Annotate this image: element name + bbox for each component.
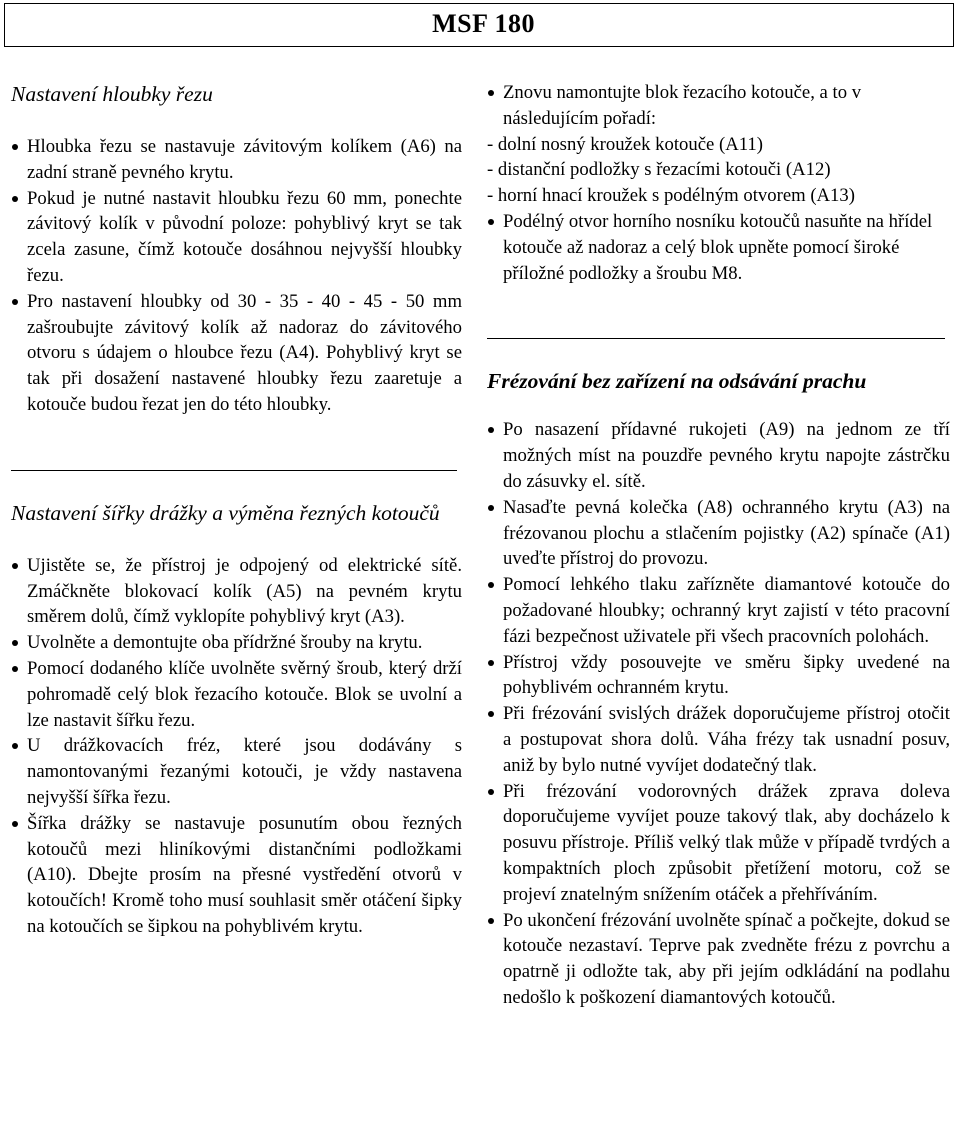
list-item: Po ukončení frézování uvolněte spínač a počkejte, dokud se kotouče nezastaví. Teprve pak zvedněte frézu z povrchu a opatrně ji odložte tak, aby při jejím odkládání na podlahu nedošlo k poškození diamantových kotoučů. — [487, 908, 950, 1011]
list-item: Hloubka řezu se nastavuje závitovým kolíkem (A6) na zadní straně pevného krytu. — [11, 134, 462, 186]
dash-item: - horní hnací kroužek s podélným otvorem (A13) — [487, 185, 855, 207]
width-list — [11, 553, 462, 940]
section-title-milling: Frézování bez zařízení na odsávání prachu — [487, 369, 867, 394]
dash-item: - dolní nosný kroužek kotouče (A11) — [487, 133, 763, 155]
milling-list — [487, 417, 950, 1010]
section-title-depth: Nastavení hloubky řezu — [11, 82, 213, 106]
list-item: Podélný otvor horního nosníku kotoučů nasuňte na hřídel kotouče až nadoraz a celý blok upněte pomocí široké příložné podložky a šroubu M8. — [487, 209, 950, 286]
list-item: Přístroj vždy posouvejte ve směru šipky uvedené na pohyblivém ochranném krytu. — [487, 650, 950, 702]
list-item: Ujistěte se, že přístroj je odpojený od elektrické sítě. Zmáčkněte blokovací kolík (A5) na pevném krytu směrem dolů, čímž vyklopíte pohyblivý kryt (A3). — [11, 553, 462, 630]
list-item: Znovu namontujte blok řezacího kotouče, a to v následujícím pořadí: — [487, 80, 950, 132]
list-item: Při frézování vodorovných drážek zprava doleva doporučujeme vyvíjet pouze takový tlak, aby docházelo k posuvu přístroje. Příliš velký tlak může v případě tvrdých a kompaktních ploch způsobit přetížení motoru, což se projeví znatelným snížením otáček a přehříváním. — [487, 779, 950, 908]
list-item: Při frézování svislých drážek doporučujeme přístroj otočit a postupovat shora dolů. Váha frézy tak usnadní posuv, aniž by bylo nutné vyvíjet dodatečný tlak. — [487, 701, 950, 778]
page-title: MSF 180 — [432, 9, 535, 38]
list-item: Pomocí dodaného klíče uvolněte svěrný šroub, který drží pohromadě celý blok řezacího kotouče. Blok se uvolní a lze nastavit šířku řezu. — [11, 656, 462, 733]
list-item: Pokud je nutné nastavit hloubku řezu 60 mm, ponechte závitový kolík v původní poloze: pohyblivý kryt se tak zcela zasune, čímž kotouče dosáhnou nejvyšší hloubky řezu. — [11, 186, 462, 289]
list-item: Pomocí lehkého tlaku zařízněte diamantové kotouče do požadované hloubky; ochranný kryt zajistí v této pracovní fázi bezpečnost uživatele při všech pracovních polohách. — [487, 572, 950, 649]
list-item: Po nasazení přídavné rukojeti (A9) na jednom ze tří možných míst na pouzdře pevného krytu napojte zástrčku do zásuvky el. sítě. — [487, 417, 950, 494]
list-item: Pro nastavení hloubky od 30 - 35 - 40 - 45 - 50 mm zašroubujte závitový kolík až nadoraz do závitového otvoru s údajem o hloubce řezu (A4). Pohyblivý kryt se tak při dosažení nastavené hloubky řezu zaaretuje a kotouče budou řezat jen do této hloubky. — [11, 289, 462, 418]
right-column — [487, 80, 950, 1011]
list-item: Nasaďte pevná kolečka (A8) ochranného krytu (A3) na frézovanou plochu a stlačením pojistky (A2) spínače (A1) uveďte přístroj do provozu. — [487, 495, 950, 572]
page-header — [4, 3, 954, 47]
list-item: Šířka drážky se nastavuje posunutím obou řezných kotoučů mezi hliníkovými distančními podložkami (A10). Dbejte prosím na přesné vystředění otvorů v kotoučích! Kromě toho musí souhlasit směr otáčení šipky na kotoučích se šipkou na pohyblivém krytu. — [11, 811, 462, 940]
section-divider — [11, 470, 457, 471]
left-column — [11, 80, 462, 940]
depth-list — [11, 134, 462, 418]
section-divider — [487, 338, 945, 339]
section-title-width: Nastavení šířky drážky a výměna řezných kotoučů — [11, 500, 440, 525]
list-item: U drážkovacích fréz, které jsou dodávány s namontovanými řezanými kotouči, je vždy nastavena nejvyšší šířka řezu. — [11, 733, 462, 810]
dash-item: - distanční podložky s řezacími kotouči (A12) — [487, 159, 831, 181]
reassembly-list — [487, 80, 950, 286]
list-item: Uvolněte a demontujte oba přídržné šrouby na krytu. — [11, 630, 462, 656]
